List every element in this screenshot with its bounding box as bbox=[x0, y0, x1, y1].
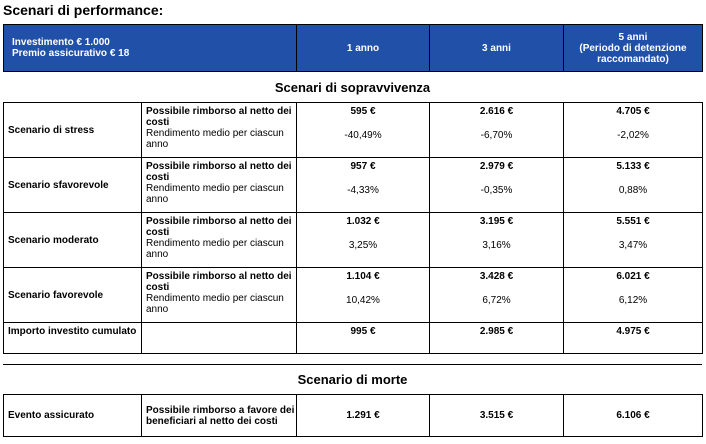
col-5-years-label: 5 anni bbox=[618, 31, 648, 43]
description-normal: Rendimento medio per ciascun anno bbox=[146, 293, 284, 315]
amount: 1.104 € bbox=[346, 271, 380, 282]
description-bold: Possibile rimborso al netto dei costi bbox=[146, 161, 292, 183]
value-cell bbox=[297, 158, 430, 213]
survival-table bbox=[3, 102, 703, 354]
table-row bbox=[4, 268, 703, 323]
return: 3,25% bbox=[348, 240, 378, 251]
description-normal: Rendimento medio per ciascun anno bbox=[146, 183, 284, 205]
return: 0,88% bbox=[618, 185, 648, 196]
return: 6,12% bbox=[618, 295, 648, 306]
amount: 3.515 € bbox=[479, 410, 514, 421]
death-section-title: Scenario di morte bbox=[297, 372, 408, 387]
table-row bbox=[4, 213, 703, 268]
row-description bbox=[142, 158, 297, 213]
return: -2,02% bbox=[617, 130, 649, 141]
value-cell bbox=[564, 103, 703, 158]
amount: 6.021 € bbox=[616, 271, 650, 282]
row-label: Scenario di stress bbox=[4, 103, 142, 158]
amount: 1.032 € bbox=[346, 216, 380, 227]
value-cell bbox=[430, 213, 564, 268]
amount: 2.979 € bbox=[479, 161, 514, 172]
table-row bbox=[4, 323, 703, 354]
value-cell bbox=[297, 268, 430, 323]
return: -40,49% bbox=[344, 130, 382, 141]
death-table bbox=[3, 394, 703, 437]
investment-header bbox=[4, 25, 297, 72]
amount: 2.616 € bbox=[479, 106, 514, 117]
description-bold: Possibile rimborso a favore dei beneficiari al netto dei costi bbox=[146, 404, 295, 427]
value-cell bbox=[430, 268, 564, 323]
amount: 3.428 € bbox=[479, 271, 514, 282]
row-label: Scenario sfavorevole bbox=[4, 158, 142, 213]
amount: 3.195 € bbox=[479, 216, 514, 227]
row-description bbox=[142, 268, 297, 323]
description-bold: Possibile rimborso al netto dei costi bbox=[146, 271, 292, 293]
amount: 995 € bbox=[350, 326, 376, 337]
value-cell bbox=[564, 213, 703, 268]
value-cell bbox=[564, 158, 703, 213]
value-cell bbox=[430, 103, 564, 158]
row-label: Scenario favorevole bbox=[4, 268, 142, 323]
return: -0,35% bbox=[480, 185, 513, 196]
col-1-year: 1 anno bbox=[297, 25, 430, 72]
col-5-years bbox=[564, 25, 703, 72]
value-cell bbox=[430, 323, 564, 354]
return: 10,42% bbox=[346, 295, 380, 306]
value-cell bbox=[430, 395, 564, 437]
amount: 1.291 € bbox=[346, 410, 380, 421]
page-title: Scenari di performance: bbox=[3, 2, 164, 18]
amount: 4.705 € bbox=[616, 106, 650, 117]
value-cell bbox=[297, 323, 430, 354]
investment-amount: Investimento € 1.000 bbox=[12, 37, 110, 48]
performance-header bbox=[3, 24, 703, 72]
return: -4,33% bbox=[347, 185, 379, 196]
amount: 5.133 € bbox=[616, 161, 650, 172]
amount: 2.985 € bbox=[479, 326, 514, 337]
row-label: Evento assicurato bbox=[4, 395, 142, 437]
amount: 957 € bbox=[350, 161, 376, 172]
amount: 5.551 € bbox=[616, 216, 650, 227]
col-5-years-note-2: raccomandato) bbox=[597, 53, 669, 65]
amount: 4.975 € bbox=[616, 326, 650, 337]
value-cell bbox=[564, 323, 703, 354]
return: 3,16% bbox=[482, 240, 511, 251]
value-cell bbox=[297, 395, 430, 437]
table-row bbox=[4, 395, 703, 437]
value-cell bbox=[297, 213, 430, 268]
return: 3,47% bbox=[618, 240, 648, 251]
description-bold: Possibile rimborso al netto dei costi bbox=[146, 216, 292, 238]
table-row bbox=[4, 103, 703, 158]
amount: 595 € bbox=[350, 106, 376, 117]
col-5-years-note-1: (Periodo di detenzione bbox=[579, 42, 687, 54]
description-normal: Rendimento medio per ciascun anno bbox=[146, 128, 284, 150]
insurance-premium: Premio assicurativo € 18 bbox=[12, 48, 130, 59]
description-normal: Rendimento medio per ciascun anno bbox=[146, 238, 284, 260]
row-description bbox=[142, 395, 297, 437]
table-row bbox=[4, 158, 703, 213]
section-divider bbox=[3, 364, 702, 365]
empty-cell bbox=[142, 323, 297, 354]
value-cell bbox=[564, 268, 703, 323]
value-cell bbox=[564, 395, 703, 437]
return: -6,70% bbox=[480, 130, 513, 141]
row-description bbox=[142, 213, 297, 268]
survival-section-title: Scenari di sopravvivenza bbox=[274, 80, 431, 95]
value-cell bbox=[297, 103, 430, 158]
description-bold: Possibile rimborso al netto dei costi bbox=[146, 106, 292, 128]
row-label: Scenario moderato bbox=[4, 213, 142, 268]
row-description bbox=[142, 103, 297, 158]
amount: 6.106 € bbox=[616, 410, 650, 421]
return: 6,72% bbox=[482, 295, 511, 306]
value-cell bbox=[430, 158, 564, 213]
row-label: Importo investito cumulato bbox=[4, 323, 142, 354]
col-3-years: 3 anni bbox=[430, 25, 564, 72]
